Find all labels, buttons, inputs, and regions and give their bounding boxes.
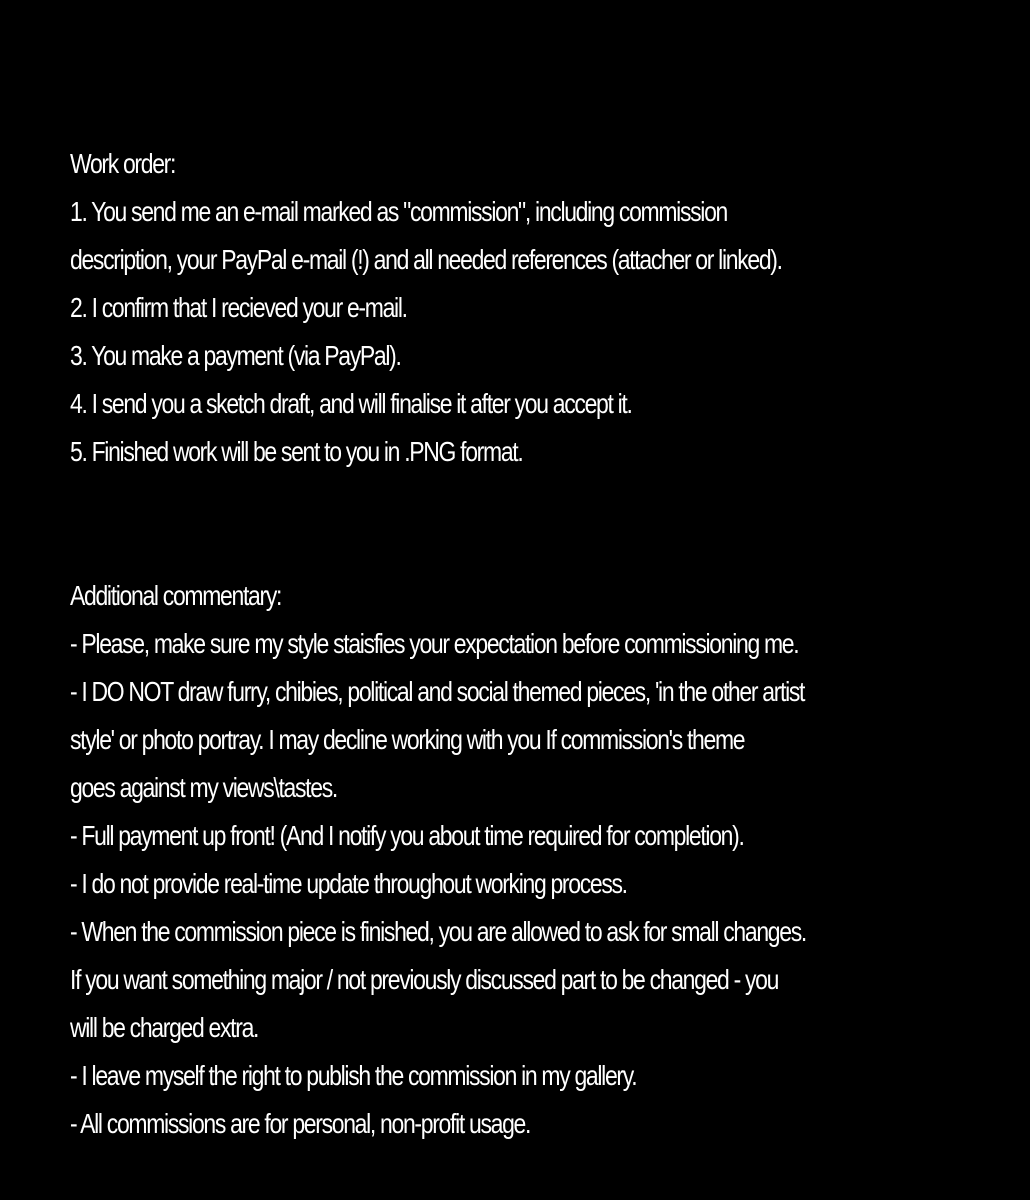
commentary-line: - I leave myself the right to publish the commission in my gallery. (70, 1060, 637, 1091)
work-order-line: 5. Finished work will be sent to you in .PNG format. (70, 436, 523, 467)
commentary-line: If you want something major / not previously discussed part to be changed - you (70, 964, 779, 995)
commentary-line: - Full payment up front! (And I notify you about time required for completion). (70, 820, 744, 851)
commentary-line: - I do not provide real-time update throughout working process. (70, 868, 627, 899)
section-spacer (70, 476, 1013, 572)
commentary-line: - Please, make sure my style staisfies your expectation before commissioning me. (70, 628, 799, 659)
work-order-line: 1. You send me an e-mail marked as "commission", including commission (70, 196, 727, 227)
work-order-heading: Work order: (70, 148, 176, 179)
work-order-line: description, your PayPal e-mail (!) and all needed references (attacher or linked). (70, 244, 782, 275)
commentary-line: - When the commission piece is finished, you are allowed to ask for small changes. (70, 916, 806, 947)
commentary-line: goes against my views\tastes. (70, 772, 337, 803)
commission-terms-document (70, 140, 1013, 1148)
additional-commentary-heading: Additional commentary: (70, 580, 282, 611)
commentary-line: - All commissions are for personal, non-profit usage. (70, 1108, 531, 1139)
work-order-line: 4. I send you a sketch draft, and will finalise it after you accept it. (70, 388, 632, 419)
commentary-line: - I DO NOT draw furry, chibies, political and social themed pieces, 'in the other artist (70, 676, 805, 707)
work-order-line: 3. You make a payment (via PayPal). (70, 340, 401, 371)
work-order-line: 2. I confirm that I recieved your e-mail. (70, 292, 407, 323)
commentary-line: style' or photo portray. I may decline working with you If commission's theme (70, 724, 745, 755)
additional-commentary-section (70, 572, 1013, 1148)
work-order-section (70, 140, 1013, 476)
commentary-line: will be charged extra. (70, 1012, 259, 1043)
